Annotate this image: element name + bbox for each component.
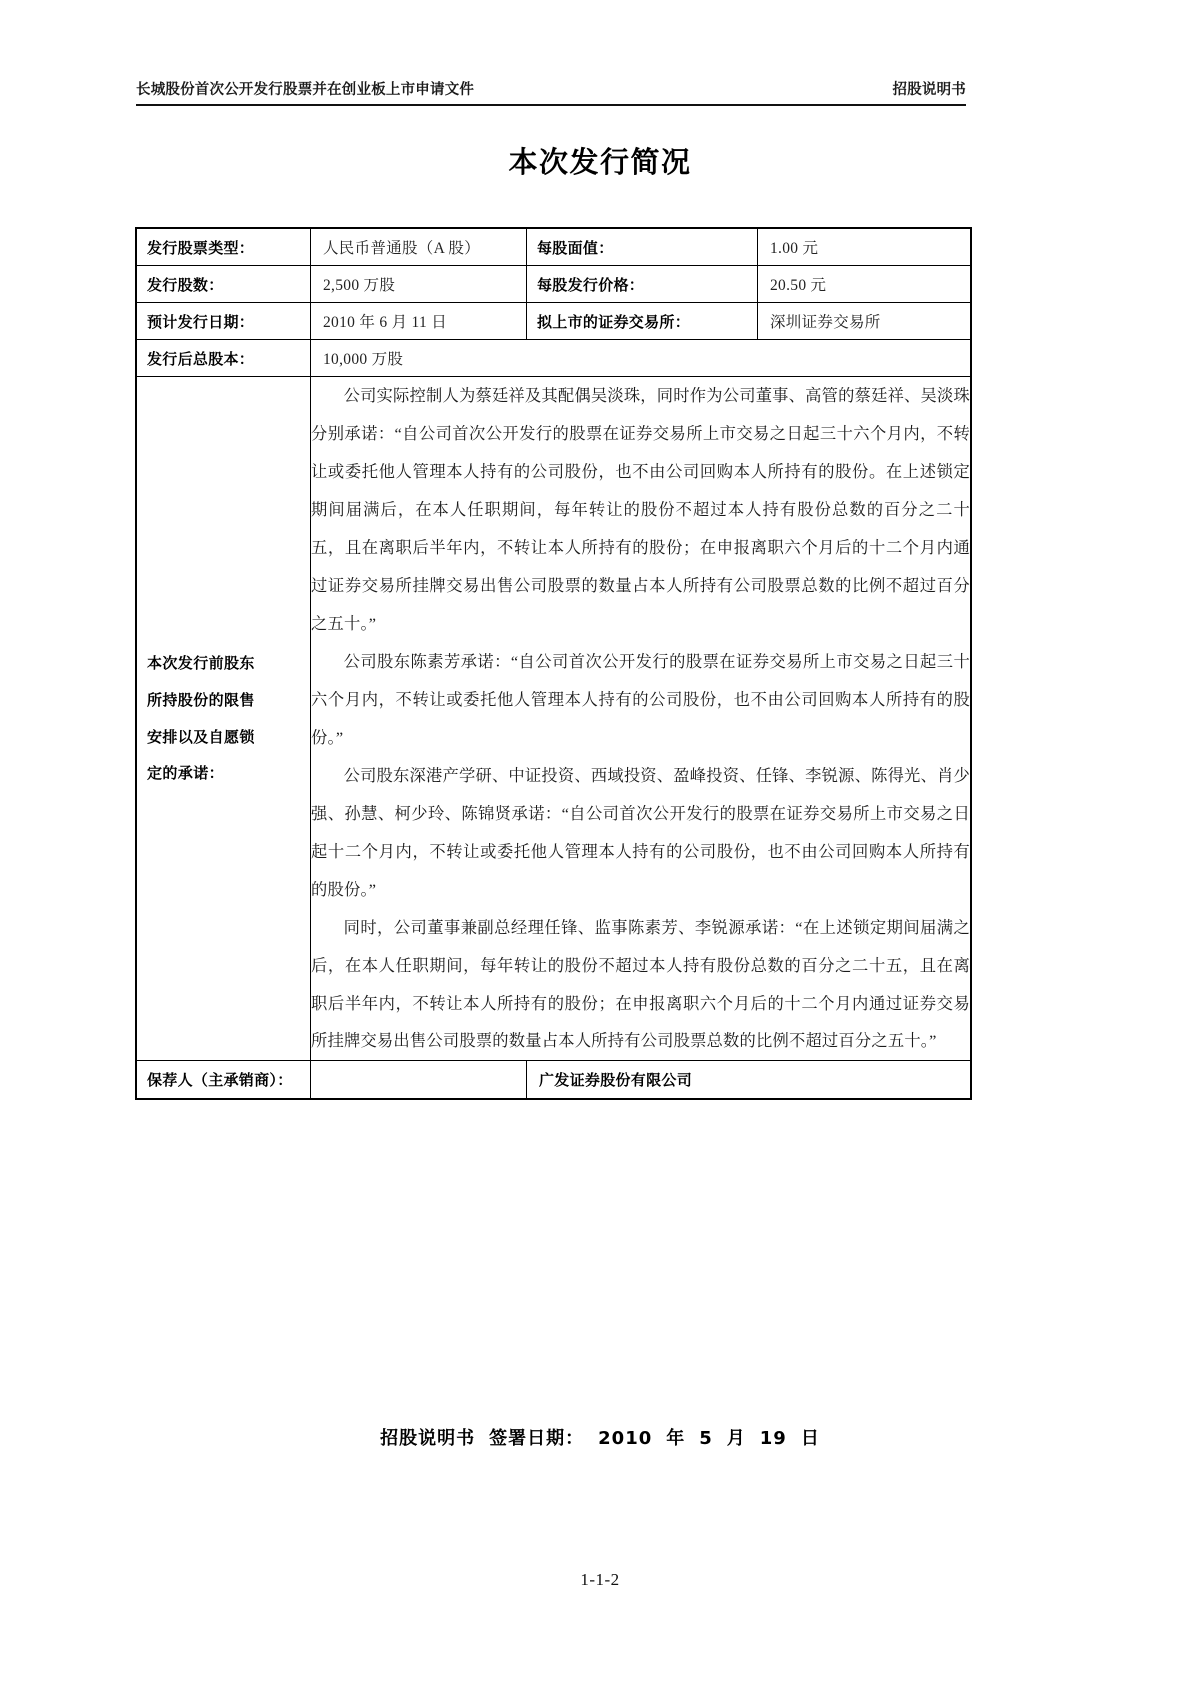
cell-value-issue-date [311,303,527,340]
cell-lockup-commitments-text [311,377,971,1061]
sponsor-spacer [311,1064,526,1096]
table-row [137,229,971,266]
label-share-count: 发行股数： [147,275,224,294]
value-par-value: 1.00 元 [770,240,819,257]
signature-date-label: 签署日期： [489,1428,585,1449]
signature-day-unit: 日 [800,1428,820,1449]
page-title: 本次发行简况 [508,145,692,179]
signature-year: 2010 [598,1428,653,1449]
label-share-type: 发行股票类型： [147,238,255,257]
signature-year-unit: 年 [666,1428,686,1449]
lockup-paragraph: 公司实际控制人为蔡廷祥及其配偶吴淡珠，同时作为公司董事、高管的蔡廷祥、吴淡珠分别承诺：“自公司首次公开发行的股票在证券交易所上市交易之日起三十六个月内，不转让或委托他人管理本人持有的公司股份，也不由公司回购本人所持有的股份。在上述锁定期间届满后，在本人任职期间，每年转让的股份不超过本人持有股份总数的百分之二十五，且在离职后半年内，不转让本人所持有的股份；在申报离职六个月后的十二个月内通过证券交易所挂牌交易出售公司股票的数量占本人所持有公司股票总数的比例不超过百分之五十。” [311,386,970,633]
cell-label-share-count [137,266,311,303]
cell-label-issue-date [137,303,311,340]
value-exchange: 深圳证券交易所 [770,314,881,331]
cell-value-par-value [758,229,971,266]
cell-label-total-capital [137,340,311,377]
lockup-paragraph: 公司股东陈素芳承诺：“自公司首次公开发行的股票在证券交易所上市交易之日起三十六个月内，不转让或委托他人管理本人持有的公司股份，也不由公司回购本人所持有的股份。” [311,651,970,747]
value-sponsor: 广发证券股份有限公司 [539,1071,693,1090]
signature-month-unit: 月 [726,1428,746,1449]
running-header [136,78,966,106]
label-lockup-commitments [137,645,310,792]
lockup-paragraph: 同时，公司董事兼副总经理任锋、监事陈素芳、李锐源承诺：“在上述锁定期间届满之后，在本人任职期间，每年转让的股份不超过本人持有股份总数的百分之二十五，且在离职后半年内，不转让本人所持有的股份；在申报离职六个月后的十二个月内通过证券交易所挂牌交易出售公司股票的数量占本人所持有公司股票总数的比例不超过百分之五十。” [311,917,970,1051]
label-lockup-line: 所持股份的限售 [147,690,255,709]
label-sponsor: 保荐人（主承销商）： [147,1071,293,1090]
signature-month: 5 [699,1428,713,1449]
label-issue-price: 每股发行价格： [537,275,645,294]
value-share-count: 2,500 万股 [323,277,396,294]
label-total-capital: 发行后总股本： [147,349,255,368]
label-lockup-line: 本次发行前股东 [147,654,255,673]
cell-label-lockup [137,377,311,1061]
label-lockup-line: 定的承诺： [147,764,225,783]
value-total-capital: 10,000 万股 [323,351,404,368]
cell-value-issue-price [758,266,971,303]
table-row [137,303,971,340]
table-row [137,1061,971,1099]
cell-value-exchange [758,303,971,340]
value-issue-date: 2010 年 6 月 11 日 [323,314,448,331]
cell-label-exchange [527,303,758,340]
lockup-paragraph: 公司股东深港产学研、中证投资、西域投资、盈峰投资、任锋、李锐源、陈得光、肖少强、孙慧、柯少玲、陈锦贤承诺：“自公司首次公开发行的股票在证券交易所上市交易之日起十二个月内，不转让或委托他人管理本人持有的公司股份，也不由公司回购本人所持有的股份。” [311,765,970,899]
cell-value-sponsor [527,1061,971,1099]
cell-label-issue-price [527,266,758,303]
issue-overview-table [136,228,971,1099]
table-row-lockup [137,377,971,1061]
cell-value-share-count [311,266,527,303]
cell-label-sponsor [137,1061,311,1099]
header-right-text: 招股说明书 [892,82,966,98]
label-exchange: 拟上市的证券交易所： [537,312,691,331]
cell-sponsor-spacer [311,1061,527,1099]
table-row [137,340,971,377]
label-par-value: 每股面值： [537,238,614,257]
cell-label-share-type [137,229,311,266]
issue-overview-table-wrapper [136,228,970,1099]
footer-page-number: 1-1-2 [580,1570,620,1589]
value-issue-price: 20.50 元 [770,277,827,294]
signature-doc-name: 招股说明书 [380,1428,476,1449]
value-share-type: 人民币普通股（A 股） [323,240,481,257]
cell-value-share-type [311,229,527,266]
label-issue-date: 预计发行日期： [147,312,255,331]
signature-line [0,1424,1200,1450]
header-left-text: 长城股份首次公开发行股票并在创业板上市申请文件 [136,82,475,98]
cell-label-par-value [527,229,758,266]
signature-day: 19 [759,1428,787,1449]
label-lockup-line: 安排以及自愿锁 [147,727,255,746]
cell-value-total-capital [311,340,971,377]
table-row [137,266,971,303]
